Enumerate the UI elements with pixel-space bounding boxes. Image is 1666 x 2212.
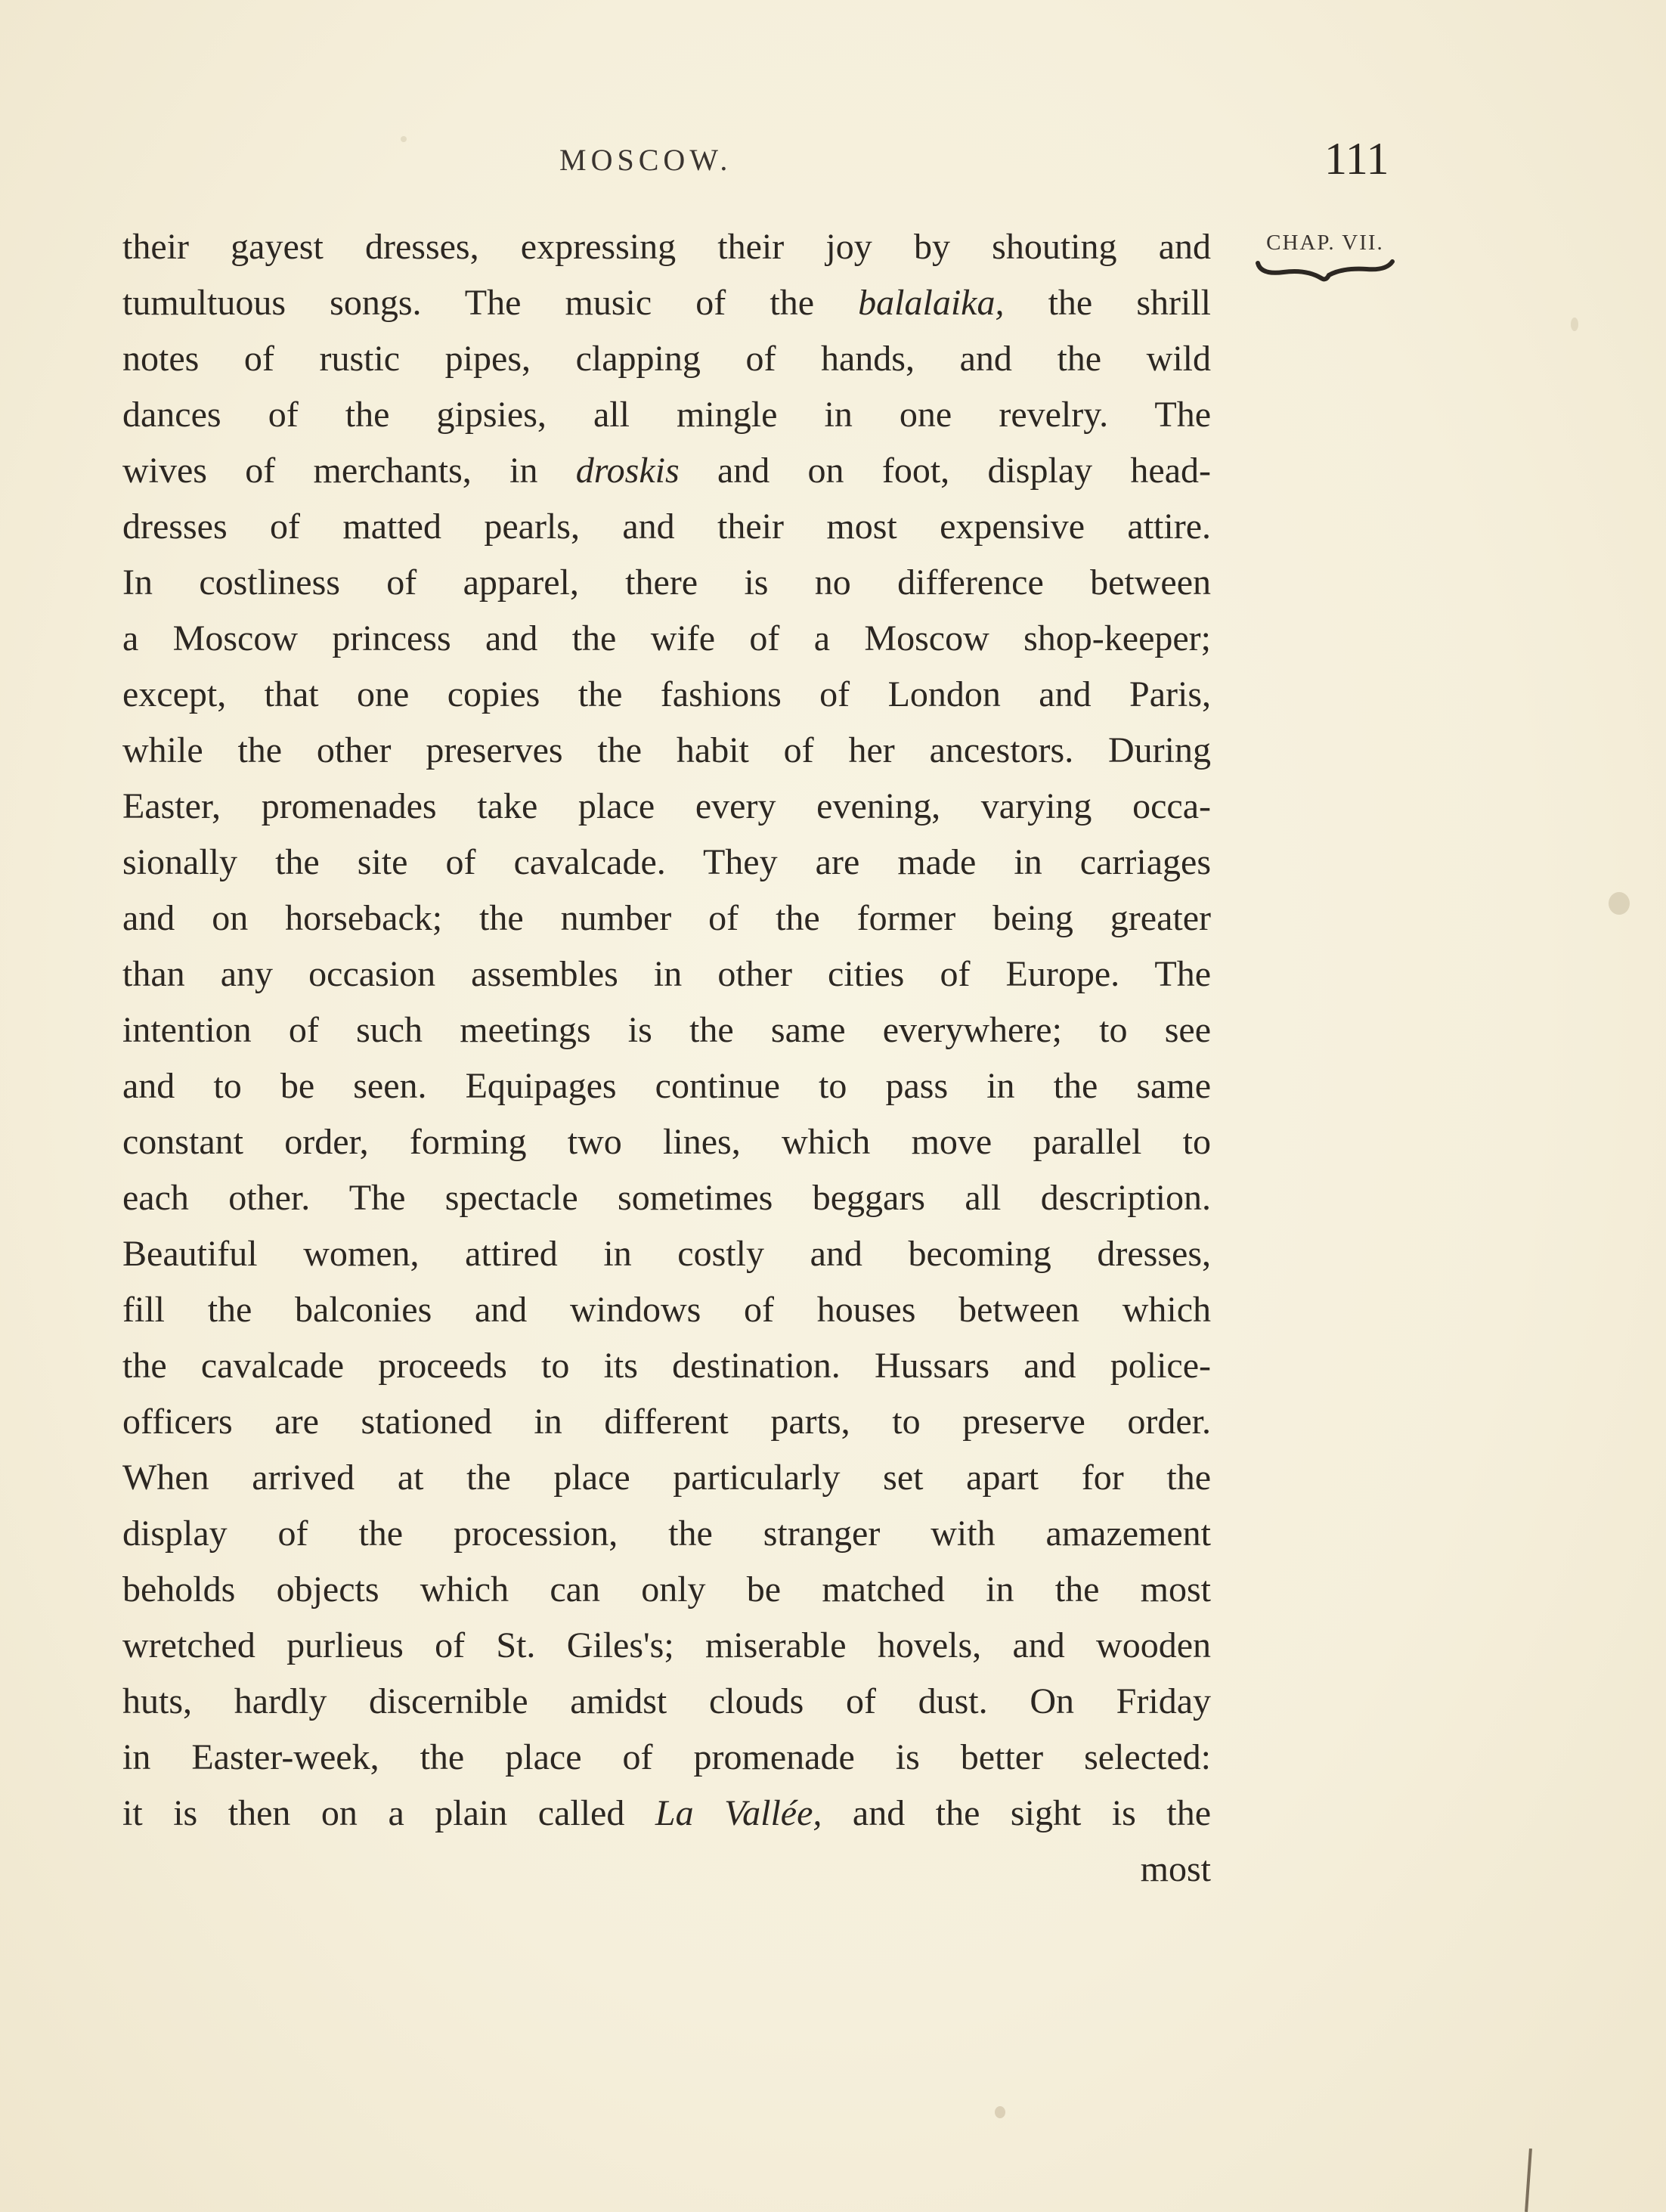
running-title: MOSCOW. (559, 143, 732, 177)
text-line: and on horseback; the number of the former being greater (122, 898, 1211, 938)
text-segment: it is then on a plain called (122, 1793, 655, 1833)
text-line: intention of such meetings is the same everywhere; to see (122, 1010, 1211, 1050)
catchword: most (1140, 1849, 1211, 1889)
text-line: and to be seen. Equipages continue to pass in the same (122, 1066, 1211, 1106)
text-line: notes of rustic pipes, clapping of hands, and the wild (122, 339, 1211, 379)
text-line (122, 1786, 1211, 1842)
text-line: dresses of matted pearls, and their most expensive attire. (122, 507, 1211, 547)
text-segment: and on foot, display head- (679, 451, 1211, 491)
text-line: fill the balconies and windows of houses between which (122, 1290, 1211, 1330)
text-line: constant order, forming two lines, which move parallel to (122, 1122, 1211, 1162)
page-edge-mark (1525, 2148, 1532, 2212)
italic-term: balalaika, (858, 283, 1005, 323)
brace-ornament-icon (1253, 259, 1397, 284)
text-line: the cavalcade proceeds to its destination. Hussars and police- (122, 1346, 1211, 1386)
text-segment: the shrill (1004, 283, 1211, 323)
text-line: display of the procession, the stranger with amazement (122, 1513, 1211, 1554)
text-line: while the other preserves the habit of her ancestors. During (122, 730, 1211, 770)
text-segment: wives of merchants, in (122, 451, 576, 491)
text-line: except, that one copies the fashions of London and Paris, (122, 674, 1211, 714)
text-line: each other. The spectacle sometimes beggars all description. (122, 1178, 1211, 1218)
paper-speck (401, 136, 407, 142)
italic-term: droskis (575, 451, 680, 491)
text-line: When arrived at the place particularly set apart for the (122, 1458, 1211, 1498)
text-line: a Moscow princess and the wife of a Moscow shop-keeper; (122, 618, 1211, 658)
text-line: wretched purlieus of St. Giles's; miserable hovels, and wooden (122, 1625, 1211, 1665)
text-line: Easter, promenades take place every evening, varying occa- (122, 786, 1211, 826)
text-line (122, 275, 1211, 331)
text-line: in Easter-week, the place of promenade is better selected: (122, 1737, 1211, 1777)
text-line: dances of the gipsies, all mingle in one revelry. The (122, 395, 1211, 435)
body-text (122, 219, 1211, 1898)
text-line: huts, hardly discernible amidst clouds of dust. On Friday (122, 1681, 1211, 1721)
margin-chapter-note (1253, 231, 1397, 284)
text-line: In costliness of apparel, there is no difference between (122, 562, 1211, 603)
text-line (122, 443, 1211, 499)
text-segment: tumultuous songs. The music of the (122, 283, 859, 323)
page-number: 111 (1324, 134, 1389, 184)
text-line: beholds objects which can only be matched in the most (122, 1569, 1211, 1609)
text-segment: and the sight is the (822, 1793, 1211, 1833)
text-line: Beautiful women, attired in costly and becoming dresses, (122, 1234, 1211, 1274)
text-line: sionally the site of cavalcade. They are made in carriages (122, 842, 1211, 882)
chapter-label: CHAP. VII. (1266, 231, 1384, 255)
text-line: their gayest dresses, expressing their joy by shouting and (122, 227, 1211, 267)
paper-speck (995, 2106, 1005, 2118)
italic-term: La Vallée, (655, 1793, 822, 1833)
text-line: officers are stationed in different parts, to preserve order. (122, 1402, 1211, 1442)
paper-speck (1571, 318, 1578, 331)
paper-speck (1609, 892, 1630, 915)
text-line: than any occasion assembles in other cities of Europe. The (122, 954, 1211, 994)
